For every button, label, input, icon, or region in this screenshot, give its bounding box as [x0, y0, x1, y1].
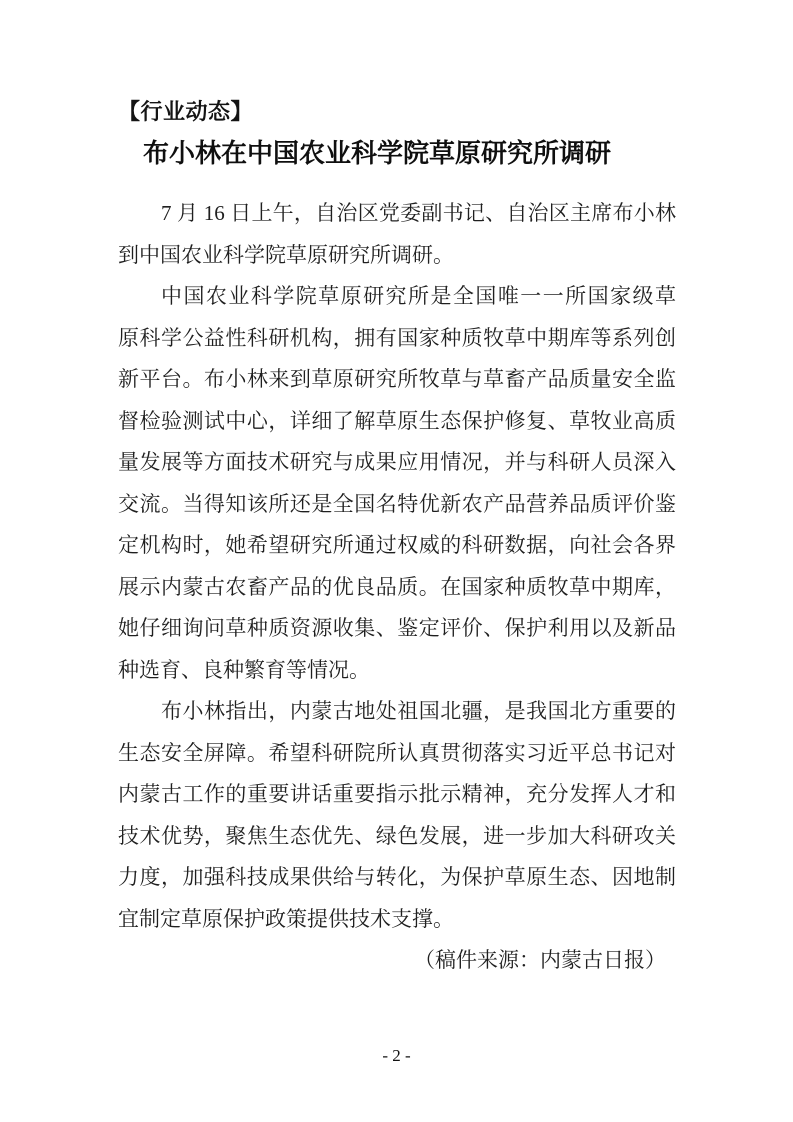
paragraph-line: 新平台。布小林来到草原研究所牧草与草畜产品质量安全监: [118, 367, 676, 391]
paragraph-line: 生态安全屏障。希望科研院所认真贯彻落实习近平总书记对: [118, 740, 676, 765]
paragraph-line: 量发展等方面技术研究与成果应用情况，并与科研人员深入: [118, 450, 676, 474]
paragraph-line: 到中国农业科学院草原研究所调研。: [118, 242, 454, 267]
paragraph: [118, 276, 676, 691]
section-tag: 【行业动态】: [118, 99, 254, 124]
paragraph: [118, 193, 676, 276]
paragraph-line: 她仔细询问草种质资源收集、鉴定评价、保护利用以及新品: [118, 616, 676, 640]
paragraph-line: 力度，加强科技成果供给与转化，为保护草原生态、因地制: [118, 865, 676, 889]
article-title: 布小林在中国农业科学院草原研究所调研: [142, 139, 611, 168]
paragraph-line: 布小林指出，内蒙古地处祖国北疆，是我国北方重要的: [161, 699, 676, 723]
paragraph-line: 技术优势，聚焦生态优先、绿色发展，进一步加大科研攻关: [118, 823, 676, 848]
paragraph-line: 交流。当得知该所还是全国名特优新农产品营养品质评价鉴: [118, 491, 676, 516]
paragraph-line: 内蒙古工作的重要讲话重要指示批示精神，充分发挥人才和: [118, 782, 676, 806]
paragraph: [118, 691, 676, 940]
page-number: - 2 -: [382, 1046, 411, 1065]
paragraph-line: 督检验测试中心，详细了解草原生态保护修复、草牧业高质: [118, 408, 676, 433]
paragraph-line: 宜制定草原保护政策提供技术支撑。: [118, 906, 454, 931]
paragraph-line: 定机构时，她希望研究所通过权威的科研数据，向社会各界: [118, 533, 676, 557]
paragraph-line: 7 月 16 日上午，自治区党委副书记、自治区主席布小林: [161, 201, 676, 225]
paragraph-line: 中国农业科学院草原研究所是全国唯一一所国家级草: [161, 284, 676, 308]
article-body: [118, 193, 676, 940]
paragraph-line: 展示内蒙古农畜产品的优良品质。在国家种质牧草中期库，: [118, 574, 676, 599]
paragraph-line: 种选育、良种繁育等情况。: [118, 657, 370, 682]
paragraph-line: 原科学公益性科研机构，拥有国家种质牧草中期库等系列创: [118, 325, 676, 350]
source-attribution: （稿件来源：内蒙古日报）: [414, 948, 666, 972]
